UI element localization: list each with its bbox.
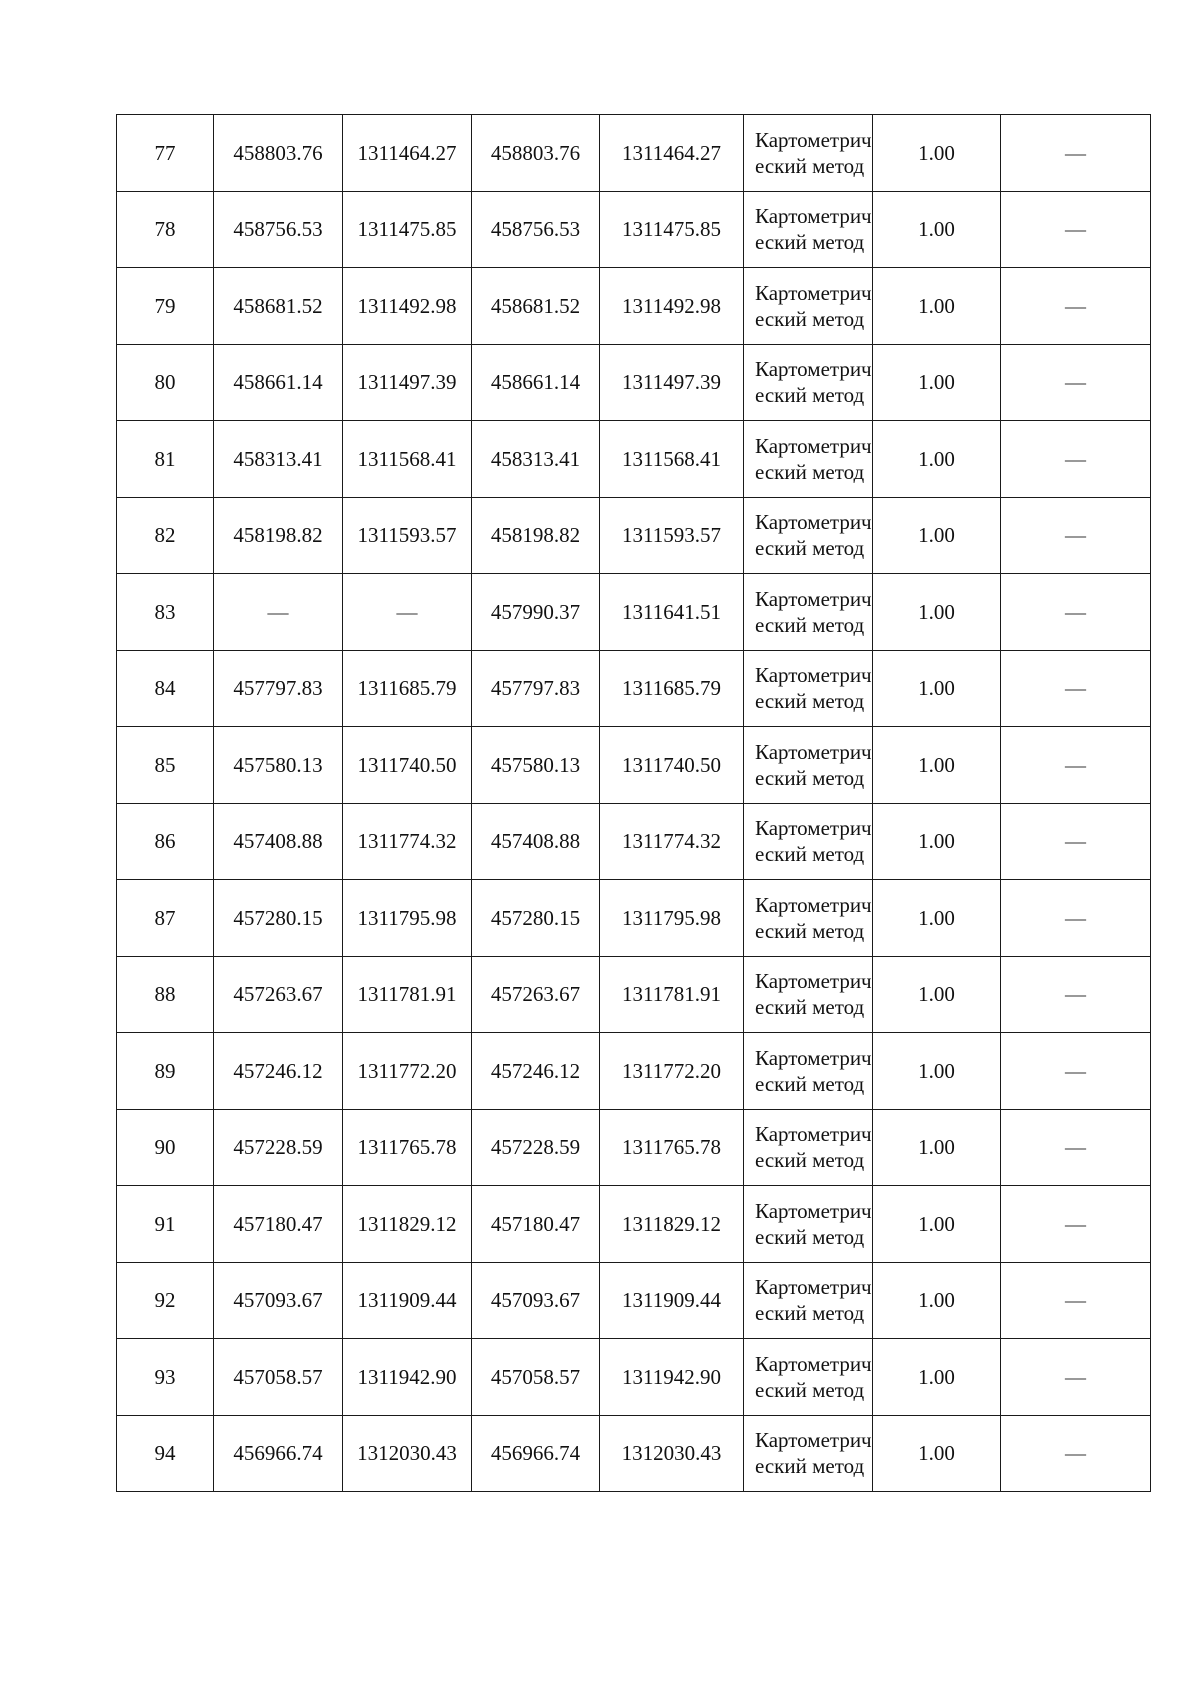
specified-x-cell: 457408.88: [472, 803, 600, 880]
table-row: [117, 344, 1151, 421]
accuracy-cell: 1.00: [873, 1415, 1001, 1492]
specified-y-cell: 1311942.90: [600, 1339, 744, 1416]
point-number-cell: 81: [117, 421, 214, 498]
method-cell: Картометрический метод: [744, 1339, 873, 1416]
table-row: [117, 574, 1151, 651]
accuracy-cell: 1.00: [873, 880, 1001, 957]
table-row: [117, 1186, 1151, 1263]
table-row: [117, 1109, 1151, 1186]
accuracy-cell: 1.00: [873, 1339, 1001, 1416]
accuracy-cell: 1.00: [873, 803, 1001, 880]
existing-x-cell: 457093.67: [214, 1262, 343, 1339]
existing-y-cell: 1311765.78: [343, 1109, 472, 1186]
specified-y-cell: 1311497.39: [600, 344, 744, 421]
existing-y-cell: 1311774.32: [343, 803, 472, 880]
accuracy-cell: 1.00: [873, 1186, 1001, 1263]
note-cell: —: [1001, 1415, 1151, 1492]
specified-y-cell: 1311795.98: [600, 880, 744, 957]
specified-x-cell: 458756.53: [472, 191, 600, 268]
point-number-cell: 90: [117, 1109, 214, 1186]
accuracy-cell: 1.00: [873, 727, 1001, 804]
specified-x-cell: 457990.37: [472, 574, 600, 651]
existing-y-cell: 1311568.41: [343, 421, 472, 498]
specified-x-cell: 457580.13: [472, 727, 600, 804]
specified-y-cell: 1311829.12: [600, 1186, 744, 1263]
note-cell: —: [1001, 191, 1151, 268]
specified-y-cell: 1311774.32: [600, 803, 744, 880]
accuracy-cell: 1.00: [873, 574, 1001, 651]
point-number-cell: 92: [117, 1262, 214, 1339]
specified-y-cell: 1311909.44: [600, 1262, 744, 1339]
method-cell: Картометрический метод: [744, 1415, 873, 1492]
existing-x-cell: 456966.74: [214, 1415, 343, 1492]
method-cell: Картометрический метод: [744, 880, 873, 957]
point-number-cell: 82: [117, 497, 214, 574]
accuracy-cell: 1.00: [873, 421, 1001, 498]
method-cell: Картометрический метод: [744, 574, 873, 651]
existing-x-cell: 457263.67: [214, 956, 343, 1033]
method-cell: Картометрический метод: [744, 956, 873, 1033]
existing-y-cell: 1311772.20: [343, 1033, 472, 1110]
method-cell: Картометрический метод: [744, 1109, 873, 1186]
point-number-cell: 85: [117, 727, 214, 804]
note-cell: —: [1001, 344, 1151, 421]
specified-y-cell: 1311685.79: [600, 650, 744, 727]
existing-y-cell: —: [343, 574, 472, 651]
specified-x-cell: 457797.83: [472, 650, 600, 727]
existing-x-cell: 458313.41: [214, 421, 343, 498]
table-row: [117, 1033, 1151, 1110]
specified-y-cell: 1311772.20: [600, 1033, 744, 1110]
point-number-cell: 91: [117, 1186, 214, 1263]
existing-y-cell: 1311909.44: [343, 1262, 472, 1339]
note-cell: —: [1001, 880, 1151, 957]
existing-x-cell: 457246.12: [214, 1033, 343, 1110]
point-number-cell: 77: [117, 115, 214, 192]
method-cell: Картометрический метод: [744, 344, 873, 421]
existing-y-cell: 1311497.39: [343, 344, 472, 421]
method-cell: Картометрический метод: [744, 268, 873, 345]
specified-y-cell: 1311641.51: [600, 574, 744, 651]
existing-x-cell: 457058.57: [214, 1339, 343, 1416]
note-cell: —: [1001, 497, 1151, 574]
specified-y-cell: 1311492.98: [600, 268, 744, 345]
existing-x-cell: 458198.82: [214, 497, 343, 574]
accuracy-cell: 1.00: [873, 650, 1001, 727]
point-number-cell: 88: [117, 956, 214, 1033]
existing-x-cell: 457228.59: [214, 1109, 343, 1186]
table-row: [117, 803, 1151, 880]
specified-y-cell: 1312030.43: [600, 1415, 744, 1492]
method-cell: Картометрический метод: [744, 497, 873, 574]
existing-x-cell: 457408.88: [214, 803, 343, 880]
note-cell: —: [1001, 421, 1151, 498]
existing-y-cell: 1311829.12: [343, 1186, 472, 1263]
existing-y-cell: 1311593.57: [343, 497, 472, 574]
specified-x-cell: 456966.74: [472, 1415, 600, 1492]
existing-x-cell: 458803.76: [214, 115, 343, 192]
point-number-cell: 78: [117, 191, 214, 268]
accuracy-cell: 1.00: [873, 1109, 1001, 1186]
table-row: [117, 727, 1151, 804]
method-cell: Картометрический метод: [744, 727, 873, 804]
table-row: [117, 1339, 1151, 1416]
accuracy-cell: 1.00: [873, 344, 1001, 421]
existing-x-cell: 457797.83: [214, 650, 343, 727]
coordinates-table: [116, 114, 1151, 1492]
point-number-cell: 80: [117, 344, 214, 421]
specified-y-cell: 1311475.85: [600, 191, 744, 268]
existing-y-cell: 1311492.98: [343, 268, 472, 345]
existing-y-cell: 1311685.79: [343, 650, 472, 727]
specified-x-cell: 457263.67: [472, 956, 600, 1033]
note-cell: —: [1001, 1033, 1151, 1110]
note-cell: —: [1001, 1262, 1151, 1339]
method-cell: Картометрический метод: [744, 1186, 873, 1263]
specified-y-cell: 1311740.50: [600, 727, 744, 804]
note-cell: —: [1001, 115, 1151, 192]
specified-x-cell: 457228.59: [472, 1109, 600, 1186]
table-row: [117, 421, 1151, 498]
table-row: [117, 268, 1151, 345]
existing-x-cell: 458681.52: [214, 268, 343, 345]
point-number-cell: 87: [117, 880, 214, 957]
method-cell: Картометрический метод: [744, 650, 873, 727]
note-cell: —: [1001, 1109, 1151, 1186]
existing-y-cell: 1311781.91: [343, 956, 472, 1033]
point-number-cell: 93: [117, 1339, 214, 1416]
note-cell: —: [1001, 803, 1151, 880]
method-cell: Картометрический метод: [744, 803, 873, 880]
method-cell: Картометрический метод: [744, 421, 873, 498]
specified-x-cell: 458681.52: [472, 268, 600, 345]
accuracy-cell: 1.00: [873, 1262, 1001, 1339]
accuracy-cell: 1.00: [873, 268, 1001, 345]
specified-y-cell: 1311464.27: [600, 115, 744, 192]
point-number-cell: 86: [117, 803, 214, 880]
existing-x-cell: 457280.15: [214, 880, 343, 957]
coordinates-table-body: [117, 115, 1151, 1492]
note-cell: —: [1001, 1186, 1151, 1263]
specified-y-cell: 1311568.41: [600, 421, 744, 498]
accuracy-cell: 1.00: [873, 115, 1001, 192]
existing-y-cell: 1311464.27: [343, 115, 472, 192]
existing-x-cell: 457580.13: [214, 727, 343, 804]
existing-y-cell: 1311795.98: [343, 880, 472, 957]
table-row: [117, 880, 1151, 957]
table-row: [117, 191, 1151, 268]
note-cell: —: [1001, 727, 1151, 804]
accuracy-cell: 1.00: [873, 497, 1001, 574]
existing-x-cell: —: [214, 574, 343, 651]
point-number-cell: 94: [117, 1415, 214, 1492]
specified-y-cell: 1311781.91: [600, 956, 744, 1033]
table-row: [117, 1415, 1151, 1492]
point-number-cell: 79: [117, 268, 214, 345]
note-cell: —: [1001, 574, 1151, 651]
accuracy-cell: 1.00: [873, 956, 1001, 1033]
existing-x-cell: 458661.14: [214, 344, 343, 421]
specified-x-cell: 457058.57: [472, 1339, 600, 1416]
table-row: [117, 956, 1151, 1033]
specified-x-cell: 457280.15: [472, 880, 600, 957]
point-number-cell: 83: [117, 574, 214, 651]
specified-x-cell: 457180.47: [472, 1186, 600, 1263]
specified-x-cell: 458803.76: [472, 115, 600, 192]
accuracy-cell: 1.00: [873, 1033, 1001, 1110]
method-cell: Картометрический метод: [744, 1262, 873, 1339]
specified-x-cell: 458661.14: [472, 344, 600, 421]
note-cell: —: [1001, 1339, 1151, 1416]
specified-x-cell: 457246.12: [472, 1033, 600, 1110]
existing-y-cell: 1311942.90: [343, 1339, 472, 1416]
table-row: [117, 115, 1151, 192]
existing-x-cell: 458756.53: [214, 191, 343, 268]
method-cell: Картометрический метод: [744, 115, 873, 192]
note-cell: —: [1001, 956, 1151, 1033]
existing-y-cell: 1312030.43: [343, 1415, 472, 1492]
specified-x-cell: 458198.82: [472, 497, 600, 574]
method-cell: Картометрический метод: [744, 1033, 873, 1110]
existing-y-cell: 1311740.50: [343, 727, 472, 804]
table-row: [117, 650, 1151, 727]
method-cell: Картометрический метод: [744, 191, 873, 268]
table-row: [117, 497, 1151, 574]
existing-x-cell: 457180.47: [214, 1186, 343, 1263]
note-cell: —: [1001, 650, 1151, 727]
point-number-cell: 89: [117, 1033, 214, 1110]
note-cell: —: [1001, 268, 1151, 345]
specified-x-cell: 457093.67: [472, 1262, 600, 1339]
specified-y-cell: 1311593.57: [600, 497, 744, 574]
specified-y-cell: 1311765.78: [600, 1109, 744, 1186]
table-row: [117, 1262, 1151, 1339]
point-number-cell: 84: [117, 650, 214, 727]
accuracy-cell: 1.00: [873, 191, 1001, 268]
specified-x-cell: 458313.41: [472, 421, 600, 498]
existing-y-cell: 1311475.85: [343, 191, 472, 268]
